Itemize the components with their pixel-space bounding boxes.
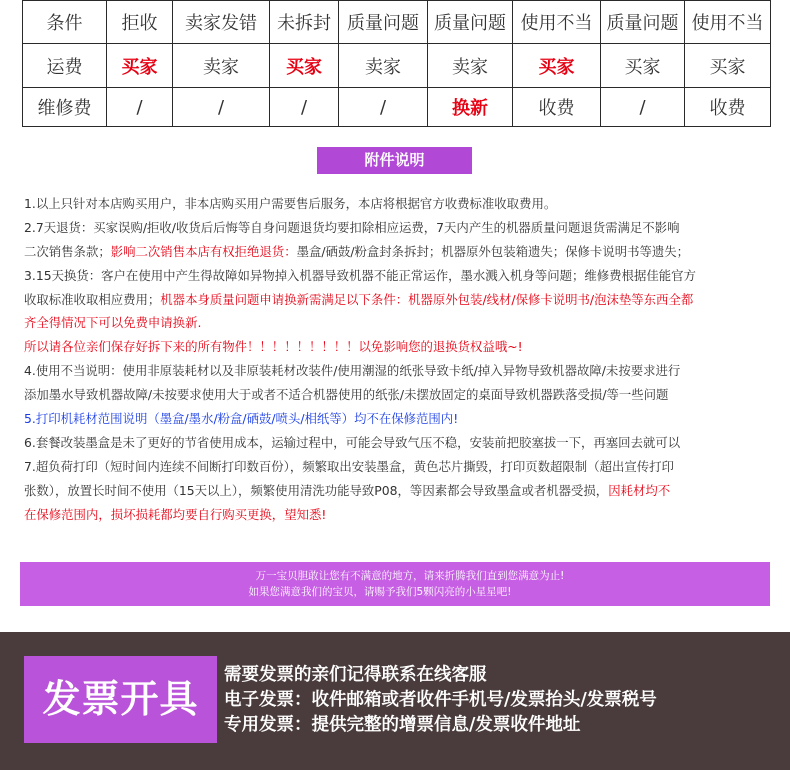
notes-list (24, 192, 788, 526)
table-cell: 买家 (107, 44, 173, 88)
table-cell: 换新 (428, 88, 513, 127)
table-cell: 买家 (601, 44, 685, 88)
note-text: 机器本身质量问题申请换新需满足以下条件：机器原外包装/线材/保修卡说明书/泡沫垫等东西全都 (160, 291, 694, 307)
note-text: 二次销售条款； (24, 243, 111, 259)
table-row (23, 1, 771, 44)
invoice-line-3: 专用发票：提供完整的增票信息/发票收件地址 (224, 715, 581, 735)
note-text: 6.套餐改装墨盒是未了更好的节省使用成本，运输过程中，可能会导致气压不稳，安装前把胶塞拔一下，再塞回去就可以 (24, 434, 681, 450)
section-title: 附件说明 (317, 147, 472, 174)
invoice-info (224, 663, 657, 738)
table-cell: 买家 (685, 44, 771, 88)
table-cell: 使用不当 (685, 1, 771, 44)
table-row (23, 44, 771, 88)
table-cell: 卖家 (339, 44, 428, 88)
note-text: 影响二次销售本店有权拒绝退货： (110, 243, 297, 259)
table-cell: / (601, 88, 685, 127)
note-line (24, 216, 788, 240)
row-header-cell: 运费 (23, 44, 107, 88)
note-text: 因耗材均不 (608, 482, 671, 498)
table-cell: 卖家 (173, 44, 270, 88)
satisfaction-banner (20, 562, 770, 606)
note-line (24, 383, 788, 407)
invoice-footer (0, 632, 790, 770)
table-cell: 收费 (513, 88, 601, 127)
note-line (24, 192, 788, 216)
after-sales-policy-table (22, 0, 771, 127)
table-cell: 卖家 (428, 44, 513, 88)
note-line (24, 407, 788, 431)
note-text: 添加墨水导致机器故障/未按要求使用大于或者不适合机器使用的纸张/未摆放固定的桌面导致机器跌落受损/等一些问题 (24, 387, 669, 403)
table-cell: / (270, 88, 339, 127)
note-line (24, 288, 788, 312)
note-text: 3.15天换货：客户在使用中产生得故障如异物掉入机器导致机器不能正常运作，墨水溅入机身等问题；维修费根据佳能官方 (24, 267, 696, 283)
table-cell: 卖家发错 (173, 1, 270, 44)
note-line (24, 479, 788, 503)
note-text: 收取标准收取相应费用； (24, 291, 161, 307)
note-line (24, 335, 788, 359)
table-cell: 买家 (513, 44, 601, 88)
table-cell: 拒收 (107, 1, 173, 44)
table-cell: 质量问题 (428, 1, 513, 44)
note-line (24, 359, 788, 383)
table-cell: 收费 (685, 88, 771, 127)
table-cell: 质量问题 (339, 1, 428, 44)
table-cell: 使用不当 (513, 1, 601, 44)
table-cell: 质量问题 (601, 1, 685, 44)
note-line (24, 240, 788, 264)
note-line (24, 503, 788, 527)
table-cell: / (339, 88, 428, 127)
note-text: 4.使用不当说明：使用非原装耗材以及非原装耗材改装件/使用潮湿的纸张导致卡纸/掉入异物导致机器故障/未按要求进行 (24, 363, 681, 379)
invoice-line-1: 需要发票的亲们记得联系在线客服 (224, 665, 487, 685)
note-line (24, 311, 788, 335)
invoice-line-2: 电子发票：收件邮箱或者收件手机号/发票抬头/发票税号 (224, 690, 657, 710)
note-line (24, 431, 788, 455)
note-line (24, 264, 788, 288)
table-cell: 买家 (270, 44, 339, 88)
table-row (23, 88, 771, 127)
note-text: 所以请各位亲们保存好拆下来的所有物件！！！！！！！！！以免影响您的退换货权益哦~! (24, 339, 523, 355)
note-text: 齐全得情况下可以免费申请换新. (24, 315, 202, 331)
note-text: 7.超负荷打印（短时间内连续不间断打印数百份），频繁取出安装墨盒，黄色芯片撕毁，打印页数超限制（超出宣传打印 (24, 458, 674, 474)
banner-line-1: 万一宝贝胆敢让您有不满意的地方，请来折腾我们直到您满意为止! (255, 570, 565, 582)
note-text: 2.7天退货：买家误购/拒收/收货后后悔等自身问题退货均要扣除相应运费，7天内产生的机器质量问题退货需满足不影响 (24, 219, 680, 235)
note-text: 墨盒/硒鼓/粉盒封条拆封；机器原外包装箱遗失；保修卡说明书等遗失； (296, 243, 690, 259)
banner-line-2: 如果您满意我们的宝贝，请赐予我们5颗闪亮的小星星吧! (248, 586, 512, 598)
table-cell: 未拆封 (270, 1, 339, 44)
invoice-badge: 发票开具 (24, 656, 217, 743)
note-text: 5.打印机耗材范围说明（墨盒/墨水/粉盒/硒鼓/喷头/相纸等）均不在保修范围内! (24, 411, 459, 427)
row-header-cell: 条件 (23, 1, 107, 44)
note-text: 1.以上只针对本店购买用户，非本店购买用户需要售后服务，本店将根据官方收费标准收取费用。 (24, 196, 557, 211)
row-header-cell: 维修费 (23, 88, 107, 127)
note-line (24, 455, 788, 479)
table-cell: / (173, 88, 270, 127)
note-text: 张数），放置长时间不使用（15天以上），频繁使用清洗功能导致P08，等因素都会导致墨盒或者机器受损， (24, 482, 609, 498)
table-cell: / (107, 88, 173, 127)
note-text: 在保修范围内，损坏损耗都均要自行购买更换，望知悉! (24, 506, 327, 522)
